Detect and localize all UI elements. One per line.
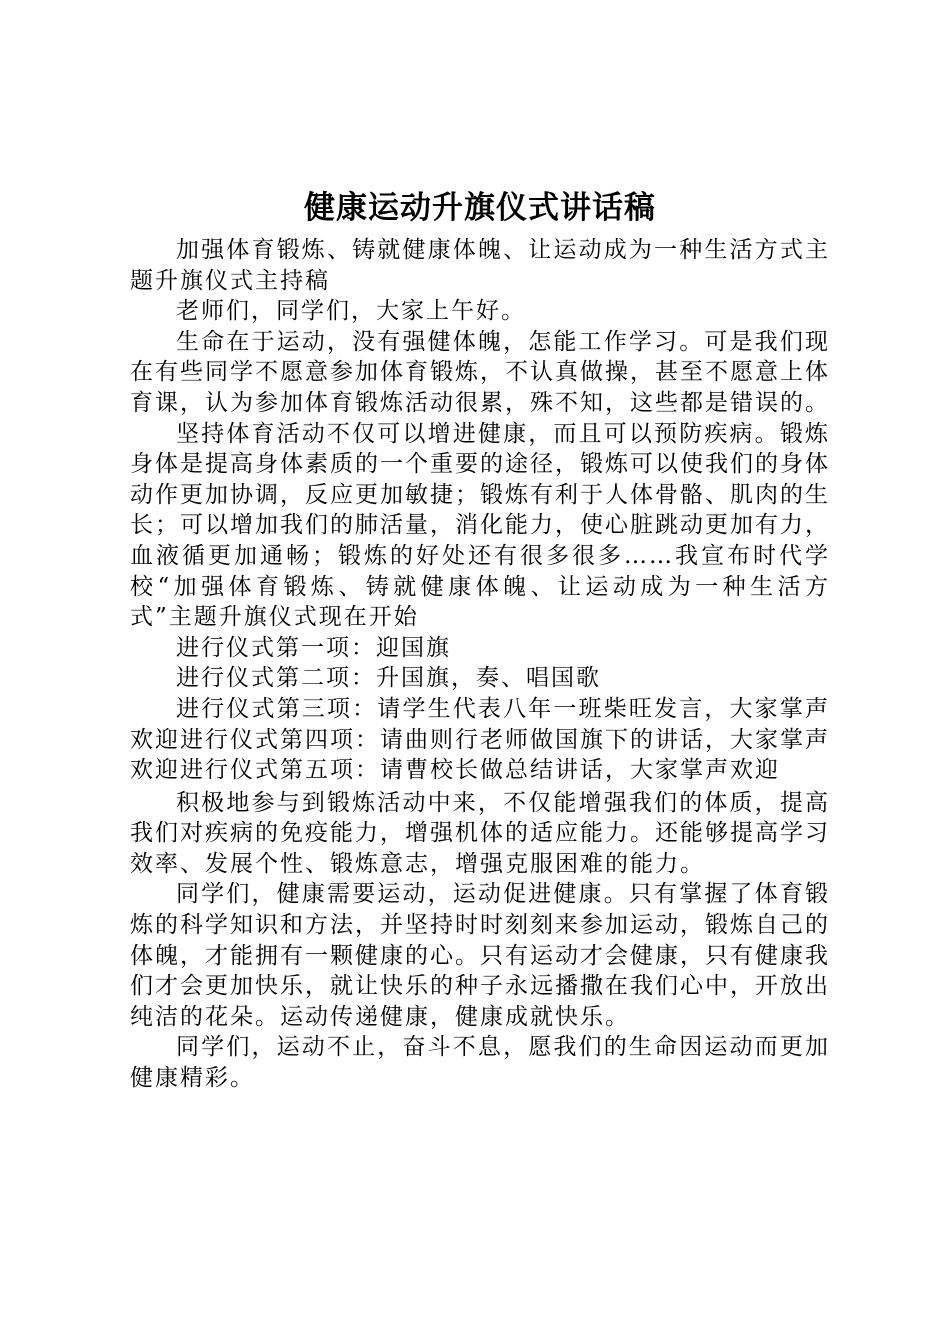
paragraph-ceremony-items-3-5: 进行仪式第三项：请学生代表八年一班柴旺发言，大家掌声欢迎进行仪式第四项：请曲则行老师做国旗下的讲话，大家掌声欢迎进行仪式第五项：请曹校长做总结讲话，大家掌声欢迎 (130, 695, 830, 784)
paragraph-ceremony-item-1: 进行仪式第一项：迎国旗 (176, 634, 451, 661)
paragraph-life-exercise: 生命在于运动，没有强健体魄，怎能工作学习。可是我们现在有些同学不愿意参加体育锻炼，不认真做操，甚至不愿意上体育课，认为参加体育锻炼活动很累，殊不知，这些都是错误的。 (130, 328, 830, 416)
paragraph-subtitle: 加强体育锻炼、铸就健康体魄、让运动成为一种生活方式主题升旗仪式主持稿 (130, 237, 830, 294)
paragraph-greeting: 老师们，同学们，大家上午好。 (176, 298, 526, 325)
document-body (130, 235, 830, 1094)
paragraph-benefits: 坚持体育活动不仅可以增进健康，而且可以预防疾病。锻炼身体是提高身体素质的一个重要的途径，锻炼可以使我们的身体动作更加协调，反应更加敏捷；锻炼有利于人体骨骼、肌肉的生长；可以增加我们的肺活量，消化能力，使心脏跳动更加有力，血液循更加通畅；锻炼的好处还有很多很多……我宣布时代学校“加强体育锻炼、铸就健康体魄、让运动成为一种生活方式”主题升旗仪式现在开始 (130, 420, 830, 631)
paragraph-health-needs-exercise: 同学们，健康需要运动，运动促进健康。只有掌握了体育锻炼的科学知识和方法，并坚持时时刻刻来参加运动，锻炼自己的体魄，才能拥有一颗健康的心。只有运动才会健康，只有健康我们才会更加快乐，就让快乐的种子永远播撒在我们心中，开放出纯洁的花朵。运动传递健康，健康成就快乐。 (130, 881, 830, 1030)
document-page (130, 0, 830, 1344)
document-title: 健康运动升旗仪式讲话稿 (304, 190, 656, 226)
paragraph-participation: 积极地参与到锻炼活动中来，不仅能增强我们的体质，提高我们对疾病的免疫能力，增强机体的适应能力。还能够提高学习效率、发展个性、锻炼意志，增强克服困难的能力。 (130, 789, 830, 877)
paragraph-ceremony-item-2: 进行仪式第二项：升国旗，奏、唱国歌 (176, 665, 601, 692)
paragraph-closing: 同学们，运动不止，奋斗不息，愿我们的生命因运动而更加健康精彩。 (130, 1034, 830, 1092)
